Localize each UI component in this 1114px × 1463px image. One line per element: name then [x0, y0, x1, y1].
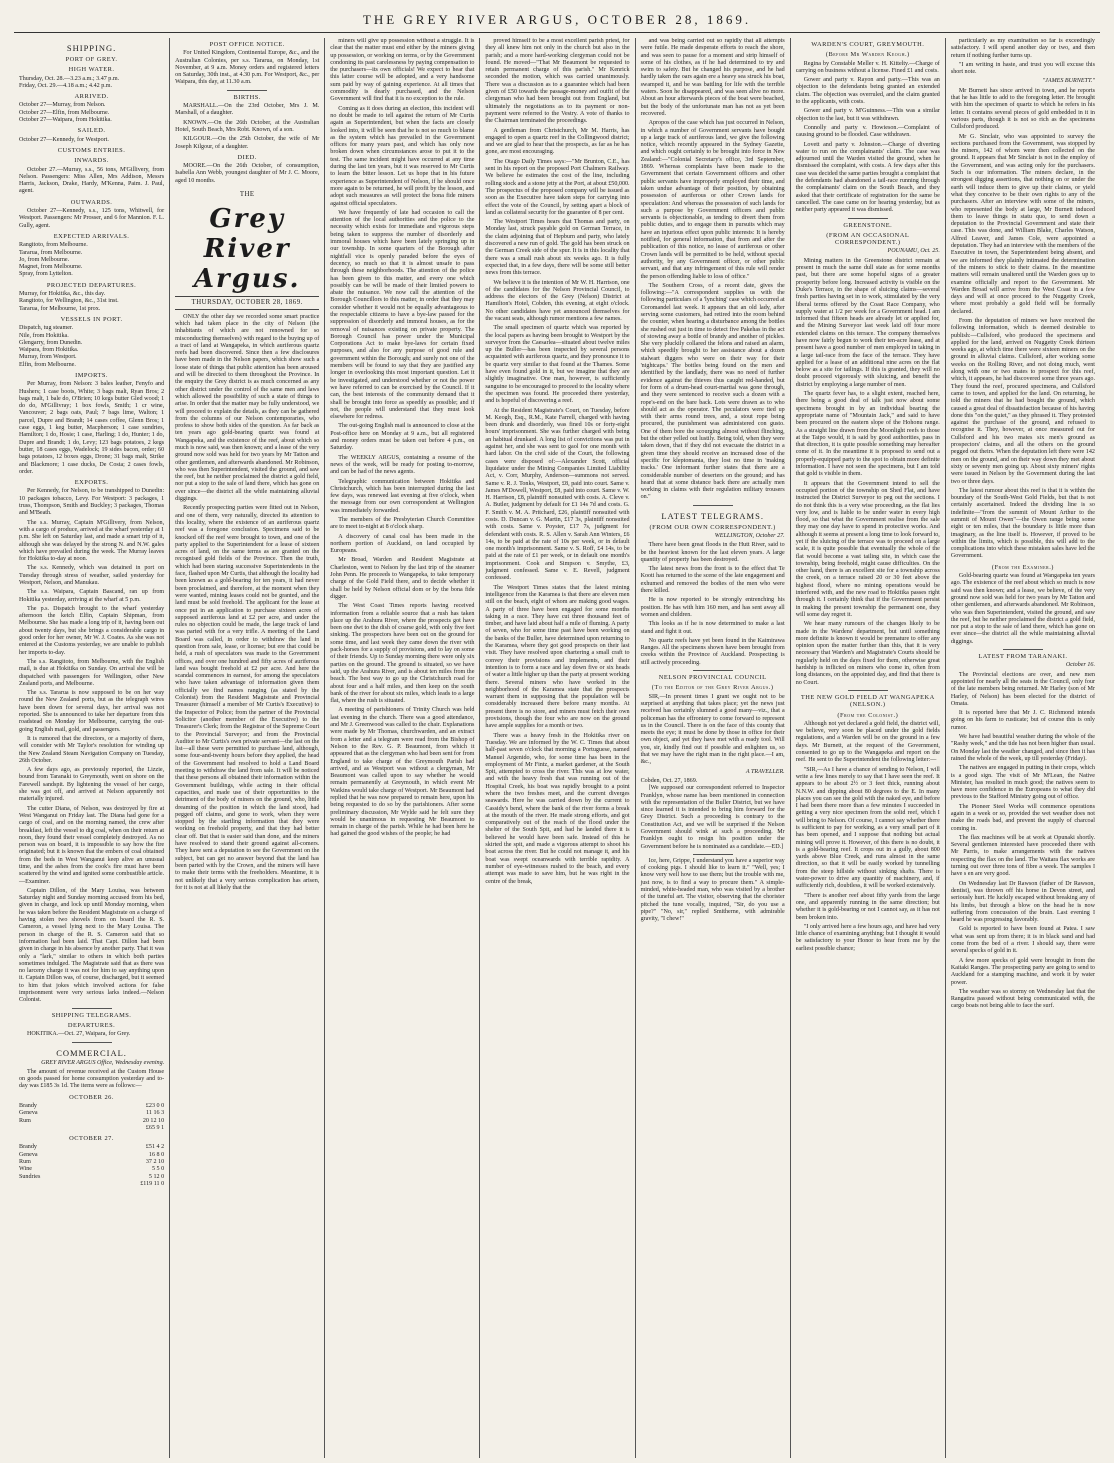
post-office-heading: POST OFFICE NOTICE. [209, 41, 285, 48]
taranaki-items [951, 672, 1095, 1011]
divider [227, 90, 267, 91]
high-water-line: Friday, Oct. 29.—4.18 a.m.; 4.42 p.m. [19, 82, 113, 89]
sailed-line: October 27—Kennedy, for Westport. [19, 136, 109, 143]
taranaki-date: October 16. [1065, 662, 1095, 669]
high-water-heading: HIGH WATER. [68, 66, 115, 74]
news-paragraph: The latest rumour about this reef is that it is within the boundary of the South-West Gold Fields, but that is not certainly ascertained. Indeed the dividing line is so indefinite—"from the summit of Mount Arthur to the summit of Mount Owen"—the Owen range being some eight or ten miles, that the boundary is little more than imaginary, as the line itself is. However, if proved to be within the limits, which is possible, this will add to the complications into which these mistaken sales have led the Government. [950, 487, 1095, 560]
revenue-item: Sundries [19, 1173, 41, 1180]
birth-notice: KILGOUR.—On the 25th October, the wife of Mr Joseph Kilgour, of a daughter. [175, 136, 320, 150]
latest-telegrams-heading: LATEST TELEGRAMS. [661, 510, 764, 521]
arrived-line: October 27—Waipara, from Hokitika. [19, 117, 112, 124]
news-paragraph: A discovery of canal coal has been made in the northern portion of Auckland, on land occupied by Europeans. [330, 533, 475, 555]
court-case: Gower and party v. Rayon and party.—This was an objection to the defendants being granted an extended claim. The objection was overruled, and the claim granted to the applicants, with costs. [795, 77, 940, 106]
news-paragraph: The West Coast Times reports having received information from a reliable source that a rush has taken place up the Arahura River, where the prospects got have been one dwt to the dish of coarse gold, with only five feet sinking. The prospectors have been out on the ground for some time, and last week they came down the river with pack-horses for a supply of provisions, and to lay on some of their friends. Up to Sunday morning there were only six parties on the ground. The ground is situated, so we have said, up the Arahura River, and is about ten miles from the beach. The best way to go up the Christchurch road for about four and a half miles, and then keep on the south bank of the river for about six miles, which leads to a large flat, where the rush is situated. [330, 603, 475, 705]
vessel-line: Glengarry, from Dunedin. [19, 339, 83, 346]
oct27-heading: OCTOBER 27. [69, 1135, 114, 1143]
vessel-line: Nile, from Hokitika. [19, 332, 69, 339]
news-paragraph: proved himself to be a most excellent parish priest, for they all knew him not only in the church but also in the parish; and a more hard-working clergyman could not be found. He moved—"That Mr Beaumont be requested to retain permanent charge of this parish." Mr Kenrick seconded the motion, which was carried unanimously. There was a discussion as to a guarantee which had been given of £50 towards the passage-money and outfit of the clergyman who had been brought out from England, but ultimately the negotiations as to its payment or non-payment were referred to the Vestry. A vote of thanks to the Chairman terminated the proceedings. [485, 38, 630, 125]
shipping-news-paragraph: The s.s. Kennedy, which was detained in port on Tuesday through stress of weather, sailed yesterday for Westport, Nelson, and Manukau. [19, 565, 165, 586]
revenue-row [19, 1110, 164, 1117]
commercial-heading: COMMERCIAL. [56, 1047, 127, 1058]
revenue-row [19, 1174, 164, 1181]
greenstone-paragraph: Mining matters in the Greenstone district remain at present in much the same dull state as for some months past, but there are some hopeful signs of a greater prosperity before long. Increased activity is visible on the Duke's Terrace, in the shape of sluicing claims—several fresh parties having set in to work, stimulated by the very liberal terms offered by the Coast Race Company, who supply water at 1/2 per week for a Government head. I am informed that fifteen heads are already let or applied for, and the Mining Surveyor last week laid off four more extended claims on this terrace. The company themselves have now fairly begun to work their ten-acre lease, and at present have a good number of men employed in taking in a large tail-race from the face of the terrace. They have applied for a lease of an additional nine acres on the flat below as a site for tailings. If this is granted, they will no doubt proceed vigorously with sluicing, and benefit the district by employing a large number of men. [795, 257, 940, 388]
outwards-text: October 27—Kennedy, s.s., 125 tons, Whitwell, for Westport. Passengers: Mr Prosser, and 6 for Mannion. F. L. Gully, agent. [19, 208, 165, 229]
news-items [641, 38, 785, 502]
news-paragraph: Telegraphic communication between Hokitika and Christchurch, which has been interrupted during the last few days, was renewed last evening at five o'clock, when the message from our own correspondent at Wellington was immediately forwarded. [330, 478, 475, 514]
paper-title: Grey River Argus. [193, 204, 301, 295]
revenue-item: Brandy [19, 1144, 37, 1151]
shipping-news-paragraph: Captain Dillon, of the Mary Louisa, was between Saturday night and Sunday morning accused from his bed, given in charge, and lock up until Monday morning, when he was taken before the Resident Magistrate on a charge of having stolen two shovels from on board the R. S. Cameron, a vessel lying next to the Mary Louisa. The person in charge of the R. S. Cameron said that so information had been laid. That Capt. Dillon had been given in charge in his absence by another party. That it was only a "lark," similar to others in which both parties sometimes indulged. The Magistrate said that as there was no larceny charge it was not for him to say anything upon it. Captain Dillon was, of course, discharged, but it seemed to him that jokes which involved actions for false imprisonment were very serious larks indeed.—Nelson Colonist. [19, 887, 165, 1004]
latest-telegrams-subheading: (FROM OUR OWN CORRESPONDENT.) [649, 523, 776, 531]
departures-heading: PROJECTED DEPARTURES. [46, 281, 137, 289]
shipping-telegrams-heading: SHIPPING TELEGRAMS. [51, 1011, 132, 1019]
vessels-list [19, 325, 164, 369]
revenue-amount: 37 2 10 [145, 1159, 165, 1166]
exports-heading: EXPORTS. [74, 479, 109, 487]
divider [72, 1008, 112, 1009]
customs-heading: CUSTOMS ENTRIES. [57, 146, 126, 154]
news-items [951, 88, 1095, 561]
died-heading: DIED. [237, 153, 257, 161]
sailed-heading: SAILED. [77, 127, 106, 135]
npc-editor-note: [We supposed our correspondent referred to Inspector Franklyn, whose name has been mentioned in connection with the representation of the Buller District, but we have since learned it is intended to bring him forward for the Grey District. Such a proceeding is contrary to the Constitution Act, and we will be surprised if the Nelson Government should wink at such a proceeding. Mr Franklyn ought to resign his position under the Government before he is nominated as a candidate.—ED.] [640, 785, 785, 850]
revenue-row [19, 1103, 164, 1110]
greenstone-paragraph: We hear many rumours of the changes likely to be made in the Wardens' department, but until something more definite is known it would be premature to offer any opinion upon the matter further than this, that it is very necessary that Warden's and Magistrate's Courts should be regularly held on the days fixed for them, otherwise great hardship is inflicted on miners who come in, often from long distances, on the appointed day, and find that there is no Court. [795, 621, 940, 686]
taranaki-paragraph: It is reported here that Mr J. C. Richmond intends going on his farm to rusticate; but of course this is only rumor. [950, 710, 1095, 731]
wangapeka-paragraph: Although not yet declared a gold field, the district will, we believe, very soon be placed under the gold fields regulations, and a Warden will be on the ground in a few days. Mr Burnett, at the request of the Government, consented to go up to the Wangapeka and report on the reef. He sent to the Superintendent the following letter:— [795, 720, 940, 764]
latest-telegrams-place: WELLINGTON, October 27. [714, 533, 785, 539]
column-2 [169, 38, 324, 1458]
columns [14, 38, 1100, 1458]
shipping-news-paragraph: The p.s. Dispatch brought to the wharf yesterday afternoon the ketch Elfin, Captain Shipman, from Melbourne. She has made a long trip of it, having been out about twenty days, but she brings a considerable cargo in good order for her owner, Mr W. J. Coates. As she was not entered at the Customs yesterday, we are unable to publish her imports to-day. [19, 605, 165, 656]
news-paragraph: Gold-bearing quartz was found at Wangapeka ten years ago. The existence of the reef about which so much is now said was then known; and a lease, we believe, of the very ground now sold was held for two years by Mr Tatton and other gentlemen, and afterwards abandoned. Mr Robinson, who was then Superintendent, visited the ground, and saw the reef, but he neither proclaimed the district a gold field, nor put a stop to the sale of land there, which has gone on ever since—the district all the while maintaining alluvial diggings. [950, 573, 1095, 645]
shipping-news [19, 520, 164, 1005]
departure-line: Murray, for Hokitika, &c., this day. [19, 291, 106, 298]
imports-text: Per Murray, from Nelson: 3 bales leather, Fenyfo and Hushers; 1 case boots, White; 3 bags malt, Ryan Bros; 2 bags malt, 1 bale do, O'Brien; 10 kegs butter Gled wood; 1 do do, M'Gillivray; 1 box fowls, Smith; 1 cr wine, Vancouver; 2 bags oats, Paul; 7 bags lime, Walton; 1 parcel, Dupre and Brandt; 14 cases coffee, Glenn Bros; 1 case eggs, 1 keg butter, Macpherson; 1 case sundries, Hamilton; 1 do, Hosie; 1 case, Harling; 1 do, Hunter; 1 do, Dupre and Brandt; 1 do, Levy; 123 bags potatoes, 2 kegs butter, 18 cases eggs, Wadelock; 19 sides bacon, order; 60 bags potatoes, 12 boxes eggs, Drone; 31 bags malt, Strike and Blackmore; 1 case ducks, De Costa; 2 cases fowls, order. [19, 381, 165, 475]
column-1 [14, 38, 169, 1458]
news-paragraph: The members of the Presbyterian Church Committee are to meet to-night at 8 o'clock sharp. [330, 517, 475, 531]
vessels-heading: VESSELS IN PORT. [60, 315, 123, 323]
revenue-item: Brandy [19, 1103, 37, 1109]
shipping-news-paragraph: A few days ago, as previously reported, the Lizzie, bound from Taranaki to Greymouth, went on shore on the Farewell sandspit. By lightening the vessel of her cargo, she was got off, and arrived at Nelson apparently not materially injured. [19, 767, 165, 803]
editorial [175, 314, 319, 892]
revenue-total: £65 9 1 [145, 1124, 165, 1131]
high-water-list [19, 76, 164, 91]
revenue-amount: 20 12 10 [142, 1117, 165, 1124]
arrived-list [19, 102, 164, 124]
expected-line: Tararua, from Melbourne. [19, 249, 83, 256]
news-paragraph: Apropos of the case which has just occurred in Nelson, in which a number of Government servants have bought up a large track of auriferous land, we give the following notice, which recently appeared in the Sydney Gazette, and which ought certainly to be brought into force in New Zealand:—"Colonial Secretary's office, 3rd September, 1869. Whereas complaints have been made to the Government that certain Government officers and other public servants have improperly employed their time, and taken undue advantage of their position, by obtaining possession of auriferous or other Crown lands for speculation: And whereas the possession of such lands for such a purpose by Government officers and public servants is objectionable, as tending to divert them from public duties, and to engage them in pursuits which may have an injurious effect upon public interests: It is hereby notified, for general information, that from and after the publication of this notice, no lease of auriferous or other Crown lands will be permitted to be held, without special authority, by any Government officer, or other public servant, and that any infringement of this rule will render the person offending liable to loss of office." [640, 120, 785, 280]
news-paragraph: Mr Broad, Warden and Resident Magistrate at Charleston, went to Nelson by the last trip of the steamer John Penn. He proceeds to Wangapeka, to take temporary charge of the Gold Field there, and to decide whether it shall be held by Nelson official dom or by the bona fide digger. [330, 557, 475, 600]
expected-list [19, 242, 164, 278]
inwards-text: October 27.—Murray, s.s., 56 tons, M'Gillivery, from Nelson. Passengers: Miss Allen, Mrs Addison, Messrs Harris, Jackson, Drake, Hardy, M'Kenna, Paim. J. Paul, agent. [19, 166, 165, 195]
column-5 [635, 38, 790, 1458]
greenstone-heading: GREENSTONE. [843, 221, 893, 229]
telegram-paragraph: This looks as if he is now determined to make a last stand and fight it out. [640, 621, 785, 635]
revenue-amount: £51 4 2 [145, 1144, 165, 1151]
expected-heading: EXPECTED ARRIVALS. [53, 232, 130, 240]
births-list [175, 103, 319, 151]
commercial-office: GREY RIVER ARGUS Office, Wednesday evening. [41, 1059, 165, 1066]
paper-dateline: THURSDAY, OCTOBER 28, 1869. [191, 299, 303, 307]
revenue-row [19, 1159, 164, 1166]
shipping-news-paragraph: The cutter Diana, of Nelson, was destroyed by fire at West Wanganui on Friday last. The Diana had gone for a cargo of coal, and on the morning named, the crew after breakfast, left the vessel to dig coal, when on their return at noon, they found their vessel completely destroyed. As no person was on board, it is impossible to say how the fire originated; but it is known that the embers of coal obtained from the beds in West Wanganui keep alive an unusual time, and the ashes from the cook's fire must have been scattered by the wind and ignited some combustible article.—Examiner. [19, 805, 165, 885]
court-case: Connolly and party v. Howieson.—Complaint of causing ground to be flooded. Case withdrawn. [795, 124, 940, 139]
divider [693, 854, 733, 855]
title-rule [175, 296, 319, 297]
revenue-amount: 16 8 0 [148, 1151, 165, 1158]
taranaki-paragraph: A few more specks of gold were brought in from the Kaitaki Ranges. The prospecting party are going to send to Auckland for a stamping machine, and work it by water power. [950, 957, 1095, 986]
taranaki-paragraph: We have had beautiful weather during the whole of the "Rashy week," and the tide has not been higher than usual. On Monday last the weather changed, and since then it has rained the whole of the week, up till yesterday (Friday). [950, 734, 1095, 762]
divider [848, 690, 888, 691]
letter-paragraph: particularly as my examination so far is exceedingly satisfactory. I will spend another day or two, and then return if nothing further turns up. [950, 38, 1095, 59]
telegram-paragraph: The latest news from the front is to the effect that Te Kooti has returned to the scene of the late engagement and exhumed and removed the bodies of the men who were there killed. [640, 566, 785, 595]
masthead-rule [14, 32, 1100, 33]
revenue-row [19, 1152, 164, 1159]
commercial-text: The amount of revenue received at the Custom House on goods passed for home consumption yesterday and to-day was £185 3s 1d. The items were as follows:— [19, 1068, 165, 1090]
wangapeka-paragraph: "There is another reef about fifty yards from the large one, and apparently running in the same direction; but whether it is gold-bearing or not I cannot say, as it has not been broken into. [795, 892, 940, 921]
court-case: Gower and party v. M'Guinness.—This was a similar objection to the last, but it was withdrawn. [795, 108, 940, 122]
revenue-total-oct26 [19, 1125, 164, 1132]
taranaki-paragraph: The weather was so stormy on Wednesday last that the Rangatira passed without being communicated with, the cargo boats not being able to face the surf. [950, 988, 1095, 1010]
vessel-line: Murray, from Westport. [19, 354, 77, 361]
birth-notice: KNOWN.—On the 26th October, at the Australian Hotel, South Beach, Mrs Robt. Known, of a son. [175, 119, 320, 133]
divider [848, 218, 888, 219]
npc-subheading: (To the Editor of the Grey River Argus.) [651, 684, 774, 692]
revenue-amount: £23 0 0 [145, 1103, 165, 1109]
shipping-heading: SHIPPING. [66, 43, 117, 53]
revenue-amount: 11 16 3 [146, 1110, 165, 1117]
revenue-item: Geneva [19, 1110, 38, 1117]
vessel-line: Waipara, from Hokitika. [19, 347, 79, 354]
letter-signature: "JAMES BURNETT." [1042, 78, 1095, 85]
taranaki-paragraph: On Wednesday last Dr Rawson (father of Dr Rawson, dentist), was thrown off his horse in Devon street, and seriously hurt. He luckily escaped without breaking any of his limbs, but through a blow on the head he is now suffering from concussion of the brain. Last evening I heard he was progressing favorably. [950, 880, 1095, 924]
column-6 [790, 38, 945, 1458]
news-paragraph: A meeting of parishioners of Trinity Church was held last evening in the church. There was a good attendance, and Mr J. Greenwood was called to the chair. Explanations were made by Mr Thomas, churchwarden, and an extract from a letter and a telegram were read from the Bishop of Nelson to the Rev. G. P. Beaumont, from which it appeared that as the clergyman who had been sent for from England to take charge of the Greymouth Parish had arrived, and as Westport was without a clergyman, Mr Beaumont was called upon to say whether he would remain permanently at Greymouth, in which event Mr Watkins would take charge of Westport. Mr Beaumont had replied that he was now prepared to remain here, upon his being requested to do so by the parishioners. After some preliminary discussion, Mr Wylde said he felt sure they would be unanimous in requesting Mr Beaumont to remain in charge of the parish. While he had been here he had gained the good wishes of the people; he had [330, 707, 475, 838]
greenstone-subheading: (FROM AN OCCASIONAL CORRESPONDENT.) [826, 231, 910, 247]
inwards-heading: INWARDS. [74, 157, 109, 165]
npc-letter [641, 694, 785, 767]
news-paragraph: The Southern Cross, of a recent date, gives the following:—"A correspondent supplies us with the following particulars of a 'lynching' case which occurred at Coromandel last week. It appears that an old lady, after serving some customers, had retired into the room behind the counter, when hearing a disturbance among the bottles she rushed out just in time to detect five Pakehas in the act of stowing away a bottle of brandy and another of pickles. She very pluckily collared the felons and raised an alarm, which speedily brought to her assistance about a dozen stalwart diggers who were on their way for their 'nightcaps.' The bottles being found on the men and identified by the landlady, there was no need of further evidence against the thieves thus caught red-handed, but for form of a drum-head court-martial was gone through, and they were sentenced to receive such a dozen with a rope's-end on the bare back. Lots were drawn as to who should act as the operator. The peculators were tied up with their arms round trees, and, a stout rope being procured, the punishment was administered con gusto. One of them bore the scourging almost without flinching, but the other yelled out lustily. Being told, when they were taken down, that if they did not evacuate the district in a given time they should receive an increased dose of the specific for kleptomania, they lost no time in 'making tracks.' One informant further states that there are a considerable number of deserters on the ground; and has heard that at some distance back there are actually men working in claims with their regulation military trousers on." [640, 282, 785, 501]
expected-line: Magnet, from Melbourne. [19, 264, 83, 271]
news-paragraph: A gentleman from Christchurch, Mr M. Harris, has engaged to open a quartz reef in the Collingwood district; and we are glad to hear that the prospects, as far as he has gone, are most encouraging. [485, 127, 630, 156]
shipping-news-paragraph: The s.s. Murray, Captain M'Gillivery, from Nelson, with a cargo of produce, arrived at the wharf yesterday at 1 p.m. She left on Saturday last, and made a smart trip of it, although she was delayed by the strong N. and N.W. gales which have prevailed during the week. The Murray leaves for Hokitika to-day at noon. [19, 519, 165, 563]
court-case: Lovett and party v. Johnston.—Charge of diverting water to run on the complainants' claim. The case was adjourned until the Warden visited the ground, when he dismissed the complaint, with costs. A few days after this case was decided the same parties brought a complaint that the defendants had abandoned a tail-race running through the complainants' claim on the South Beach, and they asked that their certificate of registration for the same be cancelled. The case came on for hearing yesterday, but as neither party appeared it was dismissed. [795, 141, 940, 214]
column-4 [479, 38, 634, 1458]
arrived-line: October 27—Murray, from Nelson. [19, 102, 106, 109]
high-water-line: Thursday, Oct. 28.—3.23 a.m.; 3.47 p.m. [19, 75, 120, 82]
the-label: THE [239, 191, 255, 199]
paper-title-block [175, 191, 319, 310]
news-paragraph: We believe it is the intention of Mr W. H. Harrison, one of the candidates for the Nelson Provincial Council, to address the electors of the Grey (Nelson) District at Hamilton's Hotel, Cobden, this evening, at eight o'clock. No other candidates have yet announced themselves for the vacant seats, although rumor mentions a few names. [485, 279, 630, 322]
news-paragraph: The Westport Times states that the latest mining intelligence from the Karamea is that there are eleven men still on the beach, eight of whom are making good wages. A party of three have been engaged for some months taking in a race. They have cut three thousand feet of timber, and have laid about half a mile of fluming. A party of seven, who for some time past have been working on the banks of the Buller, have determined upon returning to the Karamea, where they got good prospects on their last visit. They have resolved upon chartering a small craft to convey their provisions and implements, and their intention is to form a race and lay down five or six heads of water a little higher up than the party at present working there. Several miners who have worked in the neighborhood of the Karamea state that the prospects warrant them in supposing that the population will be considerably increased there before many months. At present there is no store, and miners must fetch their own provisions, though the four who are now on the ground have ample supplies for a month or two. [485, 584, 630, 730]
expected-line: Rangitoto, from Melbourne. [19, 242, 88, 249]
wardens-court-items [796, 61, 940, 215]
revenue-row [19, 1166, 164, 1173]
wangapeka-paragraph: "I only arrived here a few hours ago, and have had very little chance of examining anything; but I thought it would be satisfactory to your Honor to hear from me by the earliest possible chance; [795, 923, 940, 952]
taranaki-paragraph: Gold is reported to have been found at Patea. I saw what was sent up from there; it is in black sand and had come from the bed of a river. I should say, there were several specks of gold in it. [950, 926, 1095, 955]
revenue-item: Rum [19, 1159, 31, 1166]
column-7 [945, 38, 1100, 1458]
divider [693, 670, 733, 671]
column-3 [324, 38, 479, 1458]
greenstone-paragraph: The quartz fever has, to a slight extent, reached here, there being a good deal of talk just now about some specimens brought in by an individual bearing the appropriate name of "Mountain Jack," and said to have been procured on the eastern slope of the Hohonu range. As a straight line drawn from the Moonlight reefs to those at the Taipo would, it is said by good authorities, pass in that direction, it is quite possible something may hereafter come of it. In the meantime it is proposed to send out a properly-equipped party to the spot to obtain more definite information. I have not seen the specimens, but I am told that gold is visible in them. [795, 391, 940, 478]
revenue-amount: 5 5 0 [151, 1166, 165, 1173]
shipping-news-paragraph: The s.s. Tararua is now supposed to be on her way round the New Zealand ports, but as the telegraph wires have been down for several days, her arrival was not reported. She is announced to take her departure from this roadstead on Monday for Melbourne, carrying the out-going English mail, gold, and passengers. [19, 690, 165, 733]
divider [72, 1042, 112, 1043]
news-paragraph: From the deputation of miners we have received the following information, which is deemed desirable to publish:—Cullsford, who produced the specimens and applied for the land, arrived on Nuggetty Creek thirteen weeks ago, at which time there were sixteen miners on the ground in alluvial claims. Cullsford, after working some weeks on the Rolling River, and not doing much, went along with one or two mates to prospect for this reef, which, it appears, he had discovered some three years ago. They found the reef, procured specimens, and Cullsford came to town, and applied for the land. On returning, he told the miners that he had bought the ground, which caused a great deal of dissatisfaction because of his having done this "on the quiet," as they phrased it. They protested against the purchase of the ground, and refused to recognise it. They, however, at once measured out for Cullsford and his two mates six men's ground as prospectors' claims, and all the others on the ground pegged out theirs. When the deputation left there were 142 men on the ground, and on their way down they met about sixty or seventy men going up. About sixty miners' rights were issued in Nelson by the Government during the last two or three days. [950, 317, 1095, 485]
npc-date: Cobden, Oct. 27, 1869. [640, 777, 698, 784]
taranaki-paragraph: The natives are engaged in putting in their crops, which is a good sign. The visit of Mr M'Lean, the Native Minister, has resulted in much good; the natives seem to have more confidence in the Europeans to what they did previous to the Stafford Ministry going out of office. [950, 765, 1095, 801]
shipping-telegrams-text: HOKITIKA.—Oct. 27, Waipara, for Grey. [27, 1031, 131, 1038]
editorial-paragraph: Recently prospecting parties were fitted out in Nelson, and one of them, very naturally, directed its attention to this locality, where the existence of an auriferous quartz reef was a foregone conclusion. Specimens said to be knocked off the reef were brought to town, and one of the party applied to the Superintendent for a lease of sixteen acres of land, on the same terms as are granted on the recognised gold fields of the Province. Then the truth, which had been staring successive Superintendents in the face, flashed upon Mr Curtis, that although the locality had been known as a gold-bearing for ten years, it had never been proclaimed, and therefore, at the moment when they were wanted, mining leases could not be granted, and the land must be sold freehold. The applicant for the lease at once put in an application to purchase sixteen acres of supposed auriferous land at £2 per acre, and under the rules no objection could be made, the large track of land was parted with for a very trifle. A meeting of the Land Board was called, in order to withdraw the land in question from sale, lease, or license; but ere that could be held, a rush of speculators was made to the Government offices, and over one hundred and fifty acres of auriferous land was bought freehold at £2 per acre. And here the scandal commences in earnest, for among the speculators who have taken advantage of information given them officially we find names ranging (as stated by the Colonist) from the Resident Magistrate and Provincial Treasurer (himself a member of Mr Curtis's Executive) to the Inspector of Police; from the partner of the Provincial Solicitor (another member of the Executive) to the Treasurer's Clerk; from the Registrar of the Supreme Court to the Provincial Surveyor; and from the Provincial Auditor to Mr Curtis's own private servant—the last on the list—all these were permitted to purchase land, although, some four-and-twenty hours before they applied, the head of the Government had resolved to hold a Land Board meeting to withdraw the land from sale. It will be noticed that these persons all obtained their information within the Government buildings, while acting in their official capacities, and made use of their opportunities to the detriment of the body of miners on the ground, who, little dreaming of the position in which the land stood, had pegged off claims, and gone to work, when they were stopped by the startling information that they were working on freehold property, and that they had better clear off. But that is easier said than done, and the miners have resolved to stand their ground against all-comers. They have sent a deputation to see the Government on the subject, but can get no answer beyond that the land has been parted with by the Crown, and the miners will have to make their terms with the freeholders. Meantime, it is not unlikely that a very serious complication has arisen, for it is not at all likely that the [175, 505, 320, 891]
died-text: MOORE.—On the 26th October, of consumption, Isabella Ann Webb, youngest daughter of Mr J. C. Moore, aged 10 months. [175, 163, 320, 184]
shipping-news-paragraph: It is rumored that the directors, or a majority of them, will consider with Mr Taylor's resolution for winding up the New Zealand Steam Navigation Company on Tuesday, 26th October. [19, 735, 165, 764]
revenue-item: Rum [19, 1117, 31, 1124]
news-paragraph: The small specimen of quartz which was reported by the local papers as having been brought to Westport by the surveyor from the Caesarlea—situated about twelve miles up the Buller—has been inspected by several persons acquainted with auriferous quartz, and they pronounce it to be quartz very similar to that found at the Thames. Some have even found gold in it, but we imagine that they are slightly imaginative. One man, however, is sufficiently sanguine to be encouraged to proceed to the locality where the specimen was found. He proceeded there yesterday, and is hopeful of discovering a reef. [485, 325, 630, 405]
vessel-line: Elfin, from Melbourne. [19, 361, 76, 368]
divider [693, 505, 733, 506]
taranaki-heading: LATEST FROM TARANAKI. [978, 653, 1068, 661]
wardens-court-subheading: (Before Mr Warden Keogh.) [825, 51, 910, 59]
page-masthead: THE GREY RIVER ARGUS, OCTOBER 28, 1869. [362, 12, 752, 27]
editorial-paragraph: ONLY the other day we recorded some smart practice which had taken place in the city of Nelson (the inhabitants of which are not renowned for so misconducting themselves) with regard to the buying up of a tract of land at Wangapeka, in which auriferous quartz reefs had been discovered. Since then a few disclosures have been made in the Nelson papers, which show such a loose state of things that public attention has been aroused and will be directed to them throughout the Province. In the enquiry the Grey district is as much concerned as any other district under the control of the same men and laws which allowed the possibility of such a state of things to arise. In order that the matter may be fully understood, we will proceed to explain the details, as they can be gathered from the columns of our Nelson contemporaries, who profess to show both sides of the question. As far back as ten years ago gold-bearing quartz was found at Wangapeka, and the existence of the reef, about which so much is now said, was then known; and a lease of the very ground now sold was held for two years by Mr Tatton and other gentlemen, and afterwards abandoned. Mr Robinson, who was then Superintendent, visited the ground, and saw the reef, but he neither proclaimed the district a gold field, nor put a stop to the sale of land there, which has gone on ever since—the district all the while maintaining alluvial diggings. [175, 313, 320, 503]
imports-heading: IMPORTS. [75, 371, 109, 379]
departures-list [19, 291, 164, 313]
npc-signature: A TRAVELLER. [745, 768, 785, 775]
news-paragraph: Mr G. Sinclair, who was appointed to survey the sections purchased from the Government, was stopped by the miners, 142 of whom were then collected on the ground. It appears that Mr Sinclair is not in the employ of the Government, and was acting only for the purchasers. Such is our information. The miners declare, in the strongest digging assertions, that nothing on or under the earth will induce them to give up their claims, or yield what they conceive to be their own rights to any of the purchasers. After an interview with some of the miners, who represented the body at large, Mr Burnett induced them to leave things in statu quo, to send down a deputation to the Provincial Government and state their case. This was done, and William Blake, Charles Watson, Alfred Leaver, and James Cole, were appointed a deputation. They had an interview with the members of the Executive in town, the Superintendent being absent, and we are informed they plainly intimated the determination of the miners to stick to their claims. In the meantime matters will remain unaltered until the Warden goes up to examine officially and report to the Government. Mr Warden Broad will arrive from the West Coast in a few days and will at once proceed to the Nuggetty Creek, where most probably a gold field will be formally declared. [950, 133, 1095, 315]
expected-line: Spray, from Lyttelton. [19, 271, 73, 278]
examiner-heading: (From the Examiner.) [991, 563, 1054, 571]
revenue-total: £119 11 0 [140, 1180, 165, 1187]
births-heading: BIRTHS. [233, 93, 261, 101]
arrived-line: October 27—Elfin, from Melbourne. [19, 109, 110, 116]
divider [1003, 649, 1043, 650]
court-case: Regina by Constable Meller v. H. Kittelty.—Charge of carrying on business without a license. Fined £1 and costs. [795, 60, 940, 74]
wardens-court-heading: WARDEN'S COURT, GREYMOUTH. [811, 41, 925, 48]
news-paragraph: miners will give up possession without a struggle. It is clear that the matter must end either by the miners giving up possession, or working on terms, or by the Government condoning its past carelessness by paying compensation to the purchasers—its own officials! We expect to hear that this latter course will be adopted, and a very handsome sum paid by way of gaining experience. At all times that commodity is dearly purchased, and the Nelson Government will find that it is no exception to the rule. [330, 38, 475, 103]
shipping-telegrams-subheading: DEPARTURES. [67, 1021, 116, 1029]
shipping-news-paragraph: The s.s. Waipara, Captain Bascand, ran up from Hokitika yesterday, arriving at the wharf at 5 p.m. [19, 589, 165, 603]
port-heading: PORT OF GREY. [65, 56, 118, 63]
oct26-heading: OCTOBER 26. [69, 1093, 114, 1101]
npc-heading: NELSON PROVINCIAL COUNCIL [658, 674, 767, 682]
arrived-heading: ARRIVED. [74, 93, 109, 101]
revenue-table-oct27 [19, 1144, 164, 1180]
telegram-paragraph: There have been great floods in the Hutt River, said to be the heaviest known for the last eleven years. A large quantity of property has been destroyed. [640, 542, 785, 563]
taranaki-paragraph: The Provincial elections are over, and new men appointed for nearly all the seats in the Council, only four of the late members being returned. Mr Harley (son of Mr Harley, of Nelson) has been elected for the district of Omata. [950, 671, 1095, 707]
shipping-news-paragraph: The s.s. Rangitoto, from Melbourne, with the English mail, is due at Hokitika on Sunday. On arrival she will be dispatched with passengers for Wellington, other New Zealand ports, and Melbourne. [19, 658, 165, 687]
revenue-row [19, 1118, 164, 1125]
wangapeka-subheading: (From the Colonist.) [837, 711, 899, 719]
news-paragraph: There was a heavy fresh in the Hokitika river on Tuesday. We are informed by the W. C. Times that about half-past seven o'clock that morning a Portuguese, named Manuel Argenido, who, for some time has been in the employment of Mr Fintz, a market gardener, at the South Spit, attempted to cross the river. This was at low water, and with the heavy fresh that was running out of the Hospital Creek, his boat was rapidly brought to a point where the two freshes meet, and the current diverges seawards. Here he was carried down by the current to Cassidy's bend, where the bank of the river forms a break at the mouth of the river. He made strong efforts, and got comparatively out of the reach of the flood under the shelter of the South Spit, and had he landed there it is believed he would have been safe. Instead of this he skirted the spit, and made a vigorous attempt to shoot his boat across the river. But he could not manage it, and his boat was swept oceanwards with terrible rapidity. A number of eye-witnesses rushed to the beach, and every attempt was made to save him, but he was right in the centre of the break, [485, 732, 630, 885]
telegram-paragraph: He is now reported to be strongly entrenching his position. He has with him 160 men, and has sent away all women and children. [640, 597, 785, 618]
wangapeka-paragraph: "SIR,—As I have a chance of sending to Nelson, I will write a few lines merely to say that I have seen the reef. It appears to be about 2½ or 3 feet thick, running about N.N.W. and dipping about 80 degrees to the E. In many places you can see the gold with the naked eye, and before I had been there more than a few minutes I succeeded in getting a very nice specimen from the solid reef, which I will bring to Nelson. Of course, I cannot say whether there is sufficient to pay for working, as a very small part of it has been opened, and I suppose that nothing but actual mining will prove it. However, of this there is no doubt, it is a gold-bearing reef. It crops out in a gully, about 800 yards above Blue Creek, and runs almost in the same direction, so that it will be easily worked by tunnelling from the steep hillside without sinking shafts. There is water-power to drive any quantity of machinery, and, if sufficiently rich, doubtless, it will be worked extensively. [795, 766, 940, 890]
revenue-item: Wine [19, 1166, 32, 1173]
greenstone-place: POUNAMU, Oct. 25. [887, 248, 940, 255]
expected-line: Jo, from Melbourne. [19, 256, 70, 263]
latest-telegrams-items [641, 542, 785, 667]
wangapeka-items [796, 721, 940, 953]
outwards-heading: OUTWARDS. [70, 198, 113, 206]
departure-line: Rangitoto, for Wellington, &c., 31st inst. [19, 298, 119, 305]
letter-paragraph: SIR,—In present times I grant we ought not to be surprised at anything that takes place; yet the news just received has certainly slumned a good many—viz., that a policeman has the effrontery to come forward to represent us in the Council. There is on the face of this county that meets the eye; it must be done by those in office for their own object, and yet they have met with a ready tool. Will you, sir, kindly find out if possible and enlighten us, so that we may have the right man in the right place.—I am, &c., [640, 693, 785, 766]
revenue-item: Geneva [19, 1151, 38, 1158]
news-paragraph: and was being carried out so rapidly that all attempts were futile. He made desperate efforts to reach the shore, and was seen to pause for a moment and strip himself of some of his clothes, as if he had determined to try and swim to safety. But he changed his purpose, and he had hardly taken the oars again ere a heavy sea struck his boat, swamped it, and he was battling for life with the terrible waters. Soon he disappeared, and was seen alive no more. About an hour afterwards pieces of the boat were beached, but the body of the unfortunate man has not as yet been recovered. [640, 38, 785, 117]
vessel-line: Dispatch, tug steamer. [19, 325, 74, 332]
news-items [485, 38, 629, 886]
news-paragraph: The WEEKLY ARGUS, containing a resume of the news of the week, will be ready for posting to-morrow, and can be had of the news agents. [330, 454, 475, 476]
revenue-table-oct26 [19, 1103, 164, 1125]
revenue-row [19, 1144, 164, 1151]
news-paragraph: Coming as it does during an election, this incident will no doubt be made to tell against the return of Mr Curtis again as Superintendent, but when the facts are closely looked into, it will be seen that he is not so much to blame as the system which has prevailed in the Government offices for many years past, and which has only now broken down when circumstances arose to put it to the test. The same incident might have occurred at any time during the last ten years, but it was reserved to Mr Curtis to learn the bitter lesson. Let us hope that in his future experience as Superintendent of Nelson, if he should once more again to be returned, he will profit by the lesson, and adopt such measures as will protect the bona fide miners against official speculators. [330, 105, 475, 207]
birth-notice: MARSHALL.—On the 23rd October, Mrs J. M. Marshall, of a daughter. [175, 103, 320, 117]
news-items [951, 573, 1095, 646]
news-paragraph: The Westport Times hears that Thomas and party, on Monday last, struck payable gold on German Terrace, in the claim adjoining that of Hepburn and party, who lately discovered a new run of gold. The gold has been struck on the German Creek side of the spur. It is in this locality that there was a small rush about six weeks ago. It is fully expected that, in a few days, there will be some still better news from this terrace. [485, 219, 630, 277]
greenstone-paragraph: It appears that the Government intend to sell the occupied portion of the township on Shed Flat, and have instructed the District Surveyor to peg out the sections. I do not think this is a very wise proceeding, as the flat lies very low, and is liable to be under water in every high flood, so that what the Government realise from the sale they may one day have to spend in protective works. And although it seems at present a long time to look forward to, yet if the sluicing of the terrace was to proceed on a large scale, it is quite possible that eventually the whole of the flat would become a vast tailing site, in which case the township, being freehold, might cause difficulties. On the other hand, there is an excellent site for a township across the creek, on a terrace raised 20 or 30 feet above the highest flood, where no mining operations would be interfered with, and the new road to Hokitika passes right through it. I certainly think that if the Government persist in making the present township the permanent one, they will some day regret it. [795, 480, 940, 618]
news-paragraph: The out-going English mail is announced to close at the Post-office here on Monday at 9 a.m., but all registered and money orders must be taken out before 4 p.m., on Saturday. [330, 423, 475, 452]
greenstone-items [796, 258, 940, 687]
news-paragraph: At the Resident Magistrate's Court, on Tuesday, before M. Keogh, Esq., R.M., Kate Farrell, charged with having been drunk and disorderly, was fined 10s or forty-eight hours' imprisonment. She was further charged with being an habitual drunkard. A long list of convictions was put in against her, and she was sent to gaol for one month with hard labor. On the civil side of the Court, the following cases were disposed of:—Alexander Scott, official liquidator under the Mining Companies Limited Liability Act, v. Corr, Murphy, Anderson—summons not served. Same v. R. J. Tonks, Westport, £8, paid into court. Same v. James M'Dowell, Westport, £8, paid into court. Same v. W. H. Harrison, £8, plaintiff nonsuited with costs. A. Cleve v. A. Butler, judgment by default for £1 14s 7d and costs. G. F. Smith v. M. A. Pritchard, £26, plaintiff nonsuited with costs. D. Duncan v. G. Martin, £17 3s, plaintiff nonsuited with costs. Same v. Poyster, £17 7s, judgment for defendant with costs. R. S. Allen v. Sarah Ann Winters, £6 14s, to be paid at the rate of 10s per week, or in default one month's imprisonment. Same v. S. Roff, £4 14s, to be paid at the rate of £1 per week, or in default one month's imprisonment. Cook and Simpson v. Smythe, £3, judgment confessed. Same v. E. Revell, judgment confessed. [485, 407, 630, 582]
exports-text: Per Kennedy, for Nelson, to be transhipped to Dunedin: 10 packages tobacco, Levy. For Westport: 3 packages, 1 truss, Thompson, Smith and Buckley; 3 packages, Thomas and M'Beath. [19, 488, 165, 517]
departure-line: Tararua, for Melbourne, 1st prox. [19, 305, 101, 312]
revenue-grand-total [19, 1181, 164, 1188]
revenue-amount: 5 12 0 [148, 1173, 165, 1180]
news-items [330, 38, 474, 839]
news-items [951, 38, 1095, 76]
post-office-text: For United Kingdom, Continental Europe, &c., and the Australian Colonies, per s.s. Tararua, on Monday, 1st November, at 9 a.m. Money orders and registered letters on Saturday, 30th inst., at 4.30 p.m. For Westport, &c., per Waipara, this day, at 11.30 a.m. [175, 50, 320, 86]
news-paragraph: Mr Burnett has since arrived in town, and he reports that he has little to add to the foregoing letter. He brought with him the specimen of quartz to which he refers in his letter. It contains several pieces of gold embedded in it in various parts, though it is not so rich as the specimens Cullsford produced. [950, 87, 1095, 131]
letter-paragraph: "I am writing in haste, and trust you will excuse this short note. [950, 61, 1095, 76]
telegram-paragraph: No quartz reefs have yet been found in the Kaimirawa Ranges. All the specimens shown have been brought from creeks within the Province of Auckland. Prospecting is still actively proceeding. [640, 637, 785, 666]
title-rule [175, 309, 319, 310]
news-paragraph: The Otago Daily Times says:—"Mr Brunton, C.E., has sent in his report on the proposed Port Chalmers Railway. We believe he estimates the cost of the line, including rolling stock and a stone jetty at the Port, at about £50,000. The prospectus of the proposed company will be issued as soon as the Executive have taken steps for carrying into effect the vote of the Council, by setting apart a block of land as collateral security for the guarantee of 8 per cent. [485, 158, 630, 216]
wangapeka-heading: THE NEW GOLD FIELD AT WANGAPEKA (NELSON.) [800, 693, 935, 709]
taranaki-paragraph: The flax machines will be at work at Opunaki shortly. Several gentlemen interested have proceeded there with Mr Parris, to make arrangements with the natives respecting the flax on the land. The Waitara flax works are turning out over three tons of fibre a week. The samples I have s en are very good. [950, 834, 1095, 878]
taranaki-paragraph: The Pioneer Steel Works will commence operations again in a week or so, provided the wet weather does not make the roads bad, and prevent the supply of charcoal coming in. [950, 803, 1095, 832]
sailed-list [19, 137, 164, 144]
news-paragraph: We have frequently of late had occasion to call the attention of the local authorities and the police to the necessity which exists for immediate and vigorous steps being taken to suppress the number of disorderly and immoral houses which have been lately springing up in our township. In some quarters of the Borough after nightfall vice is openly paraded before the eyes of decency, so much so that it is almost unsafe to pass through these neighborhoods. The attention of the police has been given to this matter, and every one which possibly can be will be made of their limited powers to abate the nuisance. We now call the attention of the Borough Councillors to this matter, in order that they may consider whether it would not be equally advantageous to the respectable citizens to have a bye-law passed for the suppression of disorderly and immoral houses, as for the removal of nuisances existing on private property. The Borough Council has power under the Municipal Corporations Act to make bye-laws for certain fixed purposes, and also for any purpose of good rule and government within the Borough; and surely not one of the members will be found to say that they are justified any longer in overlooking this most important question. Let it be investigated, and understood whether or not the power we have referred to can be exercised by the Council. If it can, the best interests of the community demand that it shall be brought into force as speedily as possible; and if not, the people will understand that they must look elsewhere for redress. [330, 209, 475, 421]
anecdote: Ice, here, Grippe, I understand you have a superior way of cooking pigs. I should like to learn it." "Well, yes; I know very well how to use them; but the trouble with me, just now, is to find a way to procure them." A simple-minded, white-headed man, who was visited by a brother of the tuneful art. The visitor, observing that the chorister pitched the tune vocally, inquired, "Sir, do you use a pipe?" "No, sir," replied Smitherne, with admirable gravity, "I chew!" [640, 857, 785, 923]
